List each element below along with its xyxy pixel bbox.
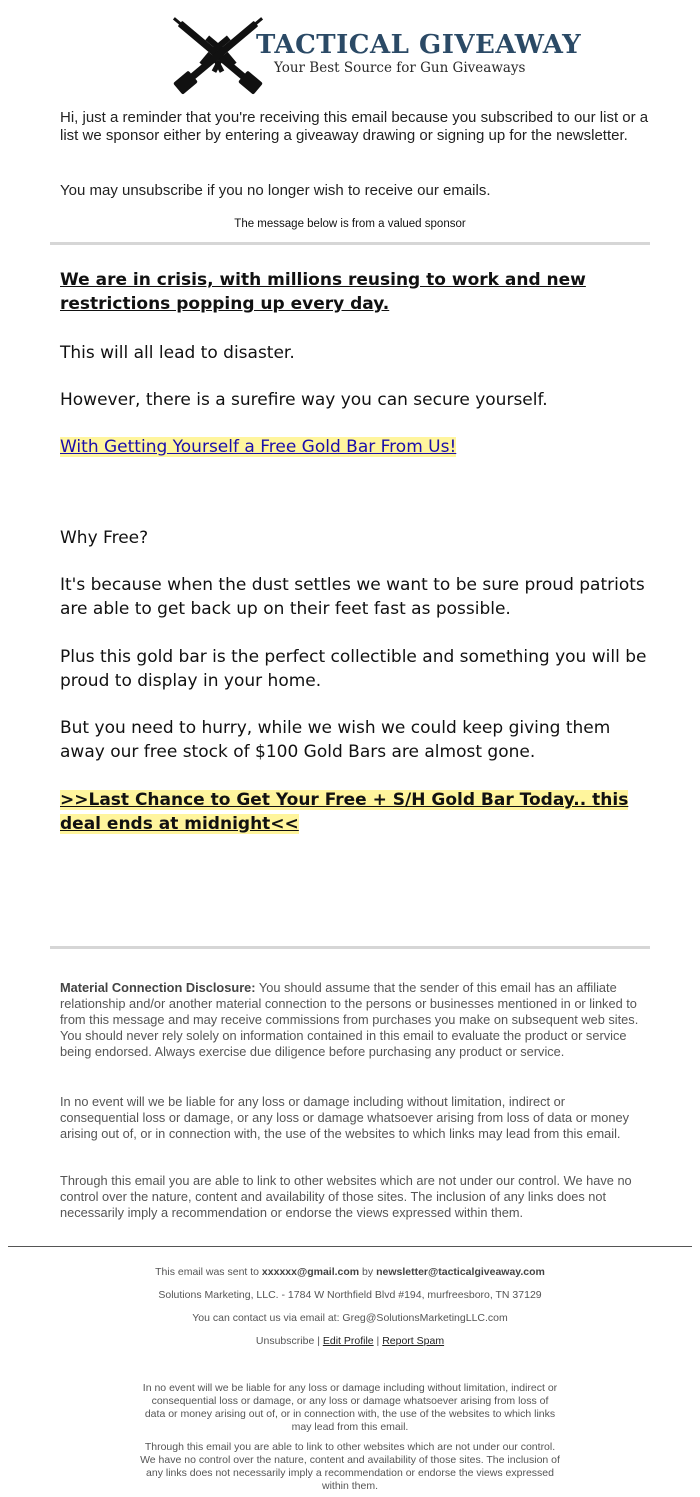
disclosure-label: Material Connection Disclosure: [60,980,256,995]
subscription-reminder: Hi, just a reminder that you're receiving this email because you subscribed to our list or a list we sponsor either by entering a giveaway drawing or signing up for the newsletter. [60,109,649,144]
ad-why-free: Why Free? [60,528,149,548]
recipient-email: xxxxxx@gmail.com [261,1266,360,1278]
brand-tagline: Your Best Source for Gun Giveaways [274,60,526,76]
sent-prefix: This email was sent to [155,1266,262,1278]
cta-link[interactable]: >>Last Chance to Get Your Free + S/H Gold Bar Today.. this deal ends at midnight<< [60,790,629,834]
material-connection-disclosure [60,980,642,1060]
ad-paragraph-1: It's because when the dust settles we want to be sure proud patriots are able to get back up on their feet fast as possible. [60,575,645,619]
footer-links [100,1335,600,1348]
gold-bar-link-container[interactable] [60,435,650,459]
footer-liability: In no event will we be liable for any loss or damage including without limitation, indirect or consequential loss or damage, or any loss or damage whatsoever arising from loss of data or money arising out of, or in connection with, the use of the websites to which links may lead from this email. [142,1382,558,1433]
link-separator: | [314,1335,323,1347]
brand-title: TACTICAL GIVEAWAY [256,30,582,60]
ad-heading-text[interactable]: We are in crisis, with millions reusing to work and new restrictions popping up every day. [60,270,586,314]
disclosure-text: You should assume that the sender of this email has an affiliate relationship and/or another material connection to the persons or businesses mentioned in or linked to from this message and may receive commissions from purchases you make on subsequent web sites. You should never rely solely on information contained in this email to evaluate the product or service being endorsed. Always exercise due diligence before purchasing any product or service. [60,980,639,1059]
sent-to-line [100,1266,600,1279]
cta-link-container[interactable] [60,788,650,836]
external-links-text: Through this email you are able to link to other websites which are not under our control. We have no control over the nature, content and availability of those sites. The inclusion of any links does not necessarily imply a recommendation or endorse the views expressed within them. [60,1173,632,1220]
sponsor-note: The message below is from a valued sponsor [234,218,466,230]
ad-paragraph-3: But you need to hurry, while we wish we could keep giving them away our free stock of $100 Gold Bars are almost gone. [60,718,611,762]
company-address: Solutions Marketing, LLC. - 1784 W Northfield Blvd #194, murfreesboro, TN 37129 [158,1289,542,1301]
ad-paragraph-2: Plus this gold bar is the perfect collectible and something you will be proud to display in your home. [60,647,647,691]
sender-email: newsletter@tacticalgiveaway.com [376,1266,545,1278]
footer-divider [8,1246,692,1247]
unsubscribe-link[interactable]: Unsubscribe [255,1335,315,1347]
gold-bar-link[interactable]: With Getting Yourself a Free Gold Bar From Us! [60,437,457,457]
report-spam-link[interactable]: Report Spam [382,1335,445,1347]
ad-line-secure: However, there is a surefire way you can secure yourself. [60,390,548,410]
divider [50,242,650,245]
link-separator: | [373,1335,383,1347]
contact-line: You can contact us via email at: Greg@SolutionsMarketingLLC.com [192,1312,508,1324]
liability-text: In no event will we be liable for any loss or damage including without limitation, indirect or consequential loss or damage, or any loss or damage whatsoever arising from loss of data or money arising out of, or in connection with, the use of the websites to which links may lead from this email. [60,1094,630,1141]
ad-heading[interactable] [60,268,650,316]
edit-profile-link[interactable]: Edit Profile [322,1335,374,1347]
divider [50,946,650,949]
unsubscribe-note: You may unsubscribe if you no longer wish to receive our emails. [60,182,491,199]
ad-line-disaster: This will all lead to disaster. [60,343,295,363]
sent-by-word: by [359,1266,377,1278]
footer-external-links: Through this email you are able to link to other websites which are not under our control. We have no control over the nature, content and availability of those sites. The inclusion of any links does not necessarily imply a recommendation or endorse the views expressed within them. [140,1441,560,1492]
logo[interactable] [158,10,582,102]
